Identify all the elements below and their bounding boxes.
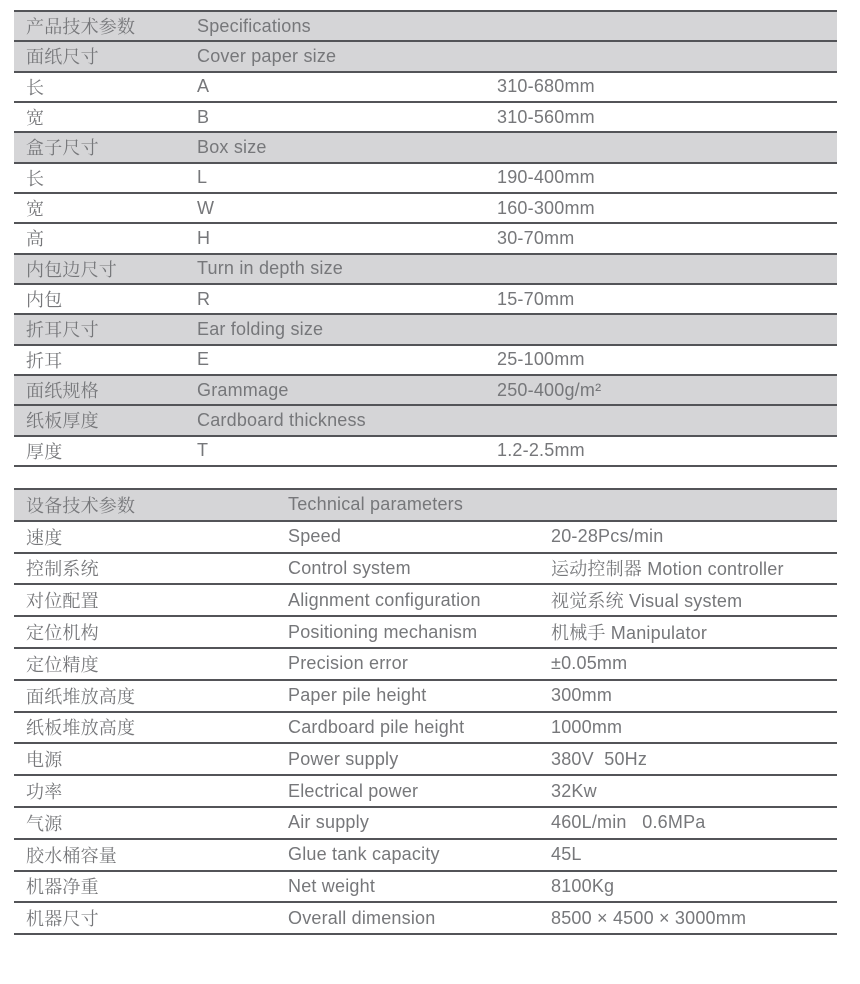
section-header-row: [14, 42, 837, 72]
section-header-row: [14, 490, 837, 522]
param-name-en: Ear folding size: [197, 318, 324, 339]
table-row: [14, 285, 837, 315]
param-name-cn: 机器尺寸: [26, 909, 99, 930]
param-name-en: Cardboard thickness: [197, 409, 366, 430]
param-name-cn: 宽: [26, 108, 45, 129]
table-row: [14, 776, 837, 808]
table-row: [14, 103, 837, 133]
param-name-cn: 定位精度: [26, 654, 99, 675]
param-value: 机械手 Manipulator: [551, 623, 708, 644]
param-name-en: Net weight: [288, 875, 376, 896]
param-name-en: Paper pile height: [288, 685, 427, 706]
param-name-cn: 对位配置: [26, 591, 99, 612]
table-row: [14, 840, 837, 872]
param-name-cn: 折耳尺寸: [26, 320, 99, 341]
section-header-row: [14, 255, 837, 285]
param-name-en: Air supply: [288, 812, 370, 833]
param-value: 8100Kg: [551, 875, 615, 896]
param-name-en: Control system: [288, 557, 411, 578]
param-value: 250-400g/m²: [497, 379, 602, 400]
param-name-en: T: [197, 440, 209, 461]
table-row: [14, 164, 837, 194]
section-header-row: [14, 12, 837, 42]
param-value: 300mm: [551, 685, 613, 706]
table-row: [14, 808, 837, 840]
table-row: [14, 73, 837, 103]
table-row: [14, 437, 837, 467]
section-header-row: [14, 406, 837, 436]
table-row: [14, 194, 837, 224]
param-name-cn: 面纸尺寸: [26, 47, 99, 68]
param-value: ±0.05mm: [551, 653, 628, 674]
technical-parameters-table: [14, 488, 837, 935]
param-value: 380V 50Hz: [551, 748, 648, 769]
param-name-cn: 机器净重: [26, 877, 99, 898]
param-name-cn: 面纸规格: [26, 381, 99, 402]
param-value: 45L: [551, 844, 582, 865]
param-name-cn: 内包: [26, 290, 63, 311]
param-value: 30-70mm: [497, 227, 575, 248]
param-name-cn: 宽: [26, 199, 45, 220]
param-name-cn: 长: [26, 168, 45, 189]
param-name-en: L: [197, 167, 208, 188]
param-name-cn: 折耳: [26, 350, 63, 371]
param-name-en: H: [197, 227, 211, 248]
param-value: 310-560mm: [497, 106, 595, 127]
table-row: [14, 903, 837, 935]
table-row: [14, 224, 837, 254]
param-value: 1000mm: [551, 716, 623, 737]
param-name-cn: 产品技术参数: [26, 17, 136, 38]
param-name-cn: 速度: [26, 527, 63, 548]
param-name-cn: 胶水桶容量: [26, 845, 117, 866]
param-name-en: Alignment configuration: [288, 589, 481, 610]
param-name-en: W: [197, 197, 215, 218]
param-name-cn: 电源: [26, 750, 63, 771]
param-value: 8500 × 4500 × 3000mm: [551, 907, 747, 928]
param-name-cn: 气源: [26, 813, 63, 834]
param-name-en: Specifications: [197, 15, 311, 36]
param-name-en: Technical parameters: [288, 494, 464, 515]
table-row: [14, 554, 837, 586]
param-name-cn: 高: [26, 229, 45, 250]
section-header-row: [14, 133, 837, 163]
param-name-en: B: [197, 106, 210, 127]
param-value: 460L/min 0.6MPa: [551, 812, 706, 833]
table-row: [14, 872, 837, 904]
table-row: [14, 681, 837, 713]
table-row: [14, 522, 837, 554]
param-name-en: Positioning mechanism: [288, 621, 478, 642]
table-row: [14, 346, 837, 376]
param-name-en: Overall dimension: [288, 907, 436, 928]
param-value: 运动控制器 Motion controller: [551, 559, 784, 580]
param-name-en: Glue tank capacity: [288, 844, 440, 865]
param-name-en: A: [197, 76, 210, 97]
param-name-cn: 厚度: [26, 441, 63, 462]
param-value: 160-300mm: [497, 197, 595, 218]
param-value: 190-400mm: [497, 167, 595, 188]
param-name-cn: 长: [26, 77, 45, 98]
product-specifications-table: [14, 10, 837, 467]
param-name-cn: 盒子尺寸: [26, 138, 99, 159]
param-value: 1.2-2.5mm: [497, 440, 585, 461]
section-header-row: [14, 376, 837, 406]
param-value: 视觉系统 Visual system: [551, 591, 743, 612]
section-header-row: [14, 315, 837, 345]
param-name-en: Electrical power: [288, 780, 419, 801]
param-name-en: Cardboard pile height: [288, 716, 465, 737]
table-row: [14, 649, 837, 681]
param-name-en: R: [197, 288, 211, 309]
param-name-cn: 面纸堆放高度: [26, 686, 136, 707]
param-name-en: Box size: [197, 136, 267, 157]
param-value: 310-680mm: [497, 76, 595, 97]
param-name-cn: 设备技术参数: [26, 495, 136, 516]
table-row: [14, 585, 837, 617]
table-row: [14, 744, 837, 776]
param-name-cn: 定位机构: [26, 623, 99, 644]
param-value: 20-28Pcs/min: [551, 526, 664, 547]
param-value: 15-70mm: [497, 288, 575, 309]
param-name-en: Power supply: [288, 748, 399, 769]
param-name-en: Cover paper size: [197, 45, 337, 66]
param-value: 32Kw: [551, 780, 597, 801]
table-row: [14, 617, 837, 649]
param-name-cn: 纸板堆放高度: [26, 718, 136, 739]
param-name-cn: 纸板厚度: [26, 411, 99, 432]
param-name-cn: 内包边尺寸: [26, 259, 117, 280]
param-name-cn: 功率: [26, 782, 63, 803]
param-value: 25-100mm: [497, 349, 585, 370]
param-name-en: Grammage: [197, 379, 289, 400]
param-name-en: Turn in depth size: [197, 258, 344, 279]
param-name-en: Speed: [288, 526, 342, 547]
param-name-cn: 控制系统: [26, 559, 99, 580]
param-name-en: Precision error: [288, 653, 409, 674]
table-row: [14, 713, 837, 745]
param-name-en: E: [197, 349, 210, 370]
